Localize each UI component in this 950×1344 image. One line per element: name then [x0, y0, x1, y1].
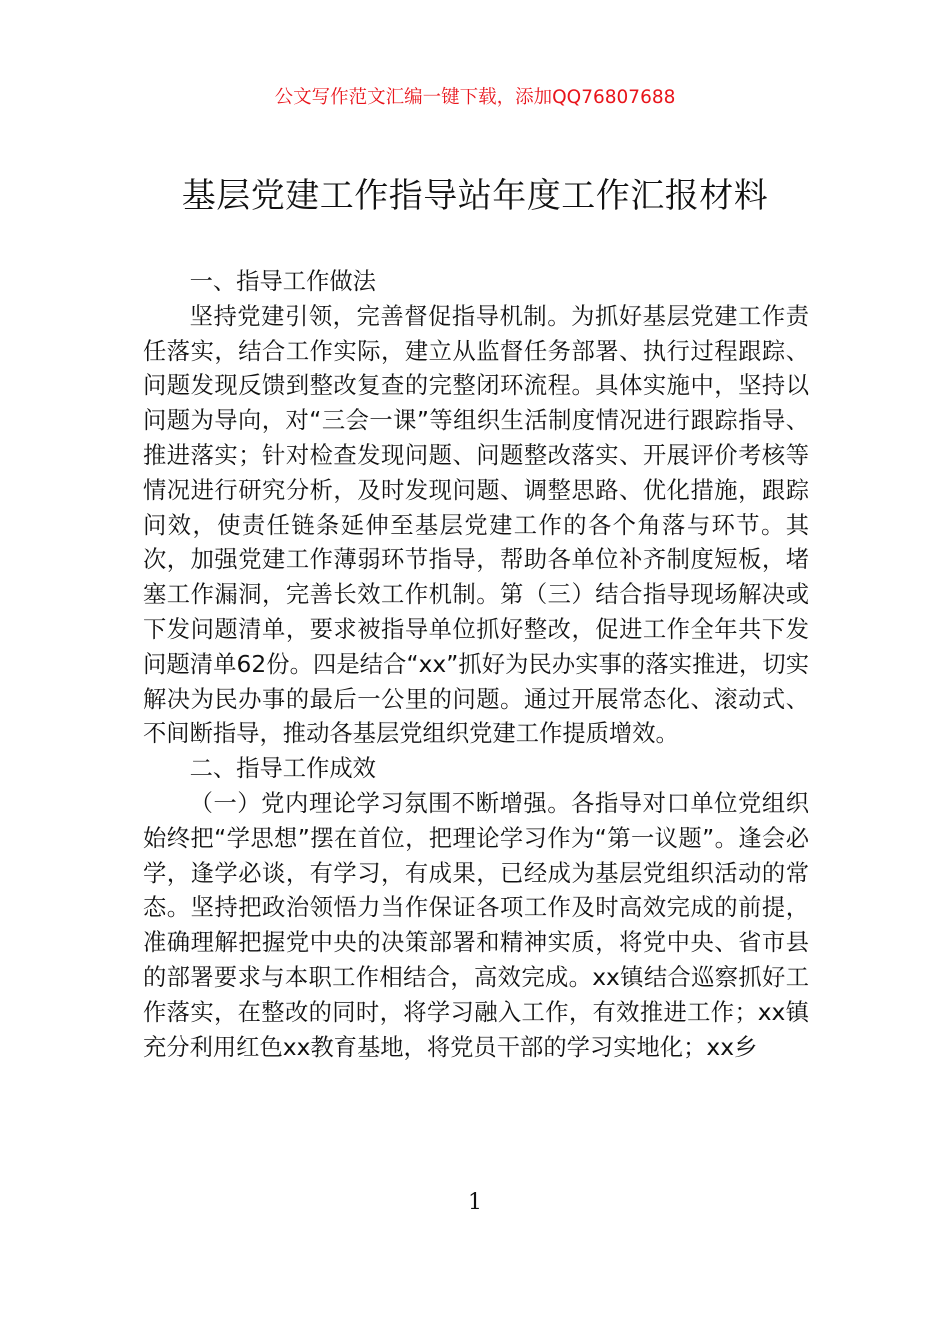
body-paragraph-2: （一）党内理论学习氛围不断增强。各指导对口单位党组织始终把“学思想”摆在首位，把理论学习作为“第一议题”。逢会必学，逢学必谈，有学习，有成果，已经成为基层党组织活动的常态。坚持把政治领悟力当作保证各项工作及时高效完成的前提，准确理解把握党中央的决策部署和精神实质，将党中央、省市县的部署要求与本职工作相结合，高效完成。xx镇结合巡察抓好工作落实，在整改的同时，将学习融入工作，有效推进工作；xx镇充分利用红色xx教育基地，将党员干部的学习实地化；xx乡	[143, 789, 809, 1061]
page-number: 1	[468, 1190, 482, 1215]
section-heading-2: 二、指导工作成效	[189, 755, 376, 783]
body-paragraph-1: 坚持党建引领，完善督促指导机制。为抓好基层党建工作责任落实，结合工作实际，建立从监督任务部署、执行过程跟踪、问题发现反馈到整改复查的完整闭环流程。具体实施中，坚持以问题为导向，对“三会一课”等组织生活制度情况进行跟踪指导、推进落实；针对检查发现问题、问题整改落实、开展评价考核等情况进行研究分析，及时发现问题、调整思路、优化措施，跟踪问效，使责任链条延伸至基层党建工作的各个角落与环节。其次，加强党建工作薄弱环节指导，帮助各单位补齐制度短板，堵塞工作漏洞，完善长效工作机制。第（三）结合指导现场解决或下发问题清单，要求被指导单位抓好整改，促进工作全年共下发问题清单62份。四是结合“xx”抓好为民办实事的落实推进，切实解决为民办事的最后一公里的问题。通过开展常态化、滚动式、不间断指导，推动各基层党组织党建工作提质增效。	[143, 302, 809, 748]
document-title: 基层党建工作指导站年度工作汇报材料	[181, 176, 769, 216]
document-body	[143, 265, 809, 1065]
section-heading-1: 一、指导工作做法	[189, 268, 376, 295]
watermark-text: 公文写作范文汇编一键下载，添加QQ76807688	[274, 87, 676, 108]
